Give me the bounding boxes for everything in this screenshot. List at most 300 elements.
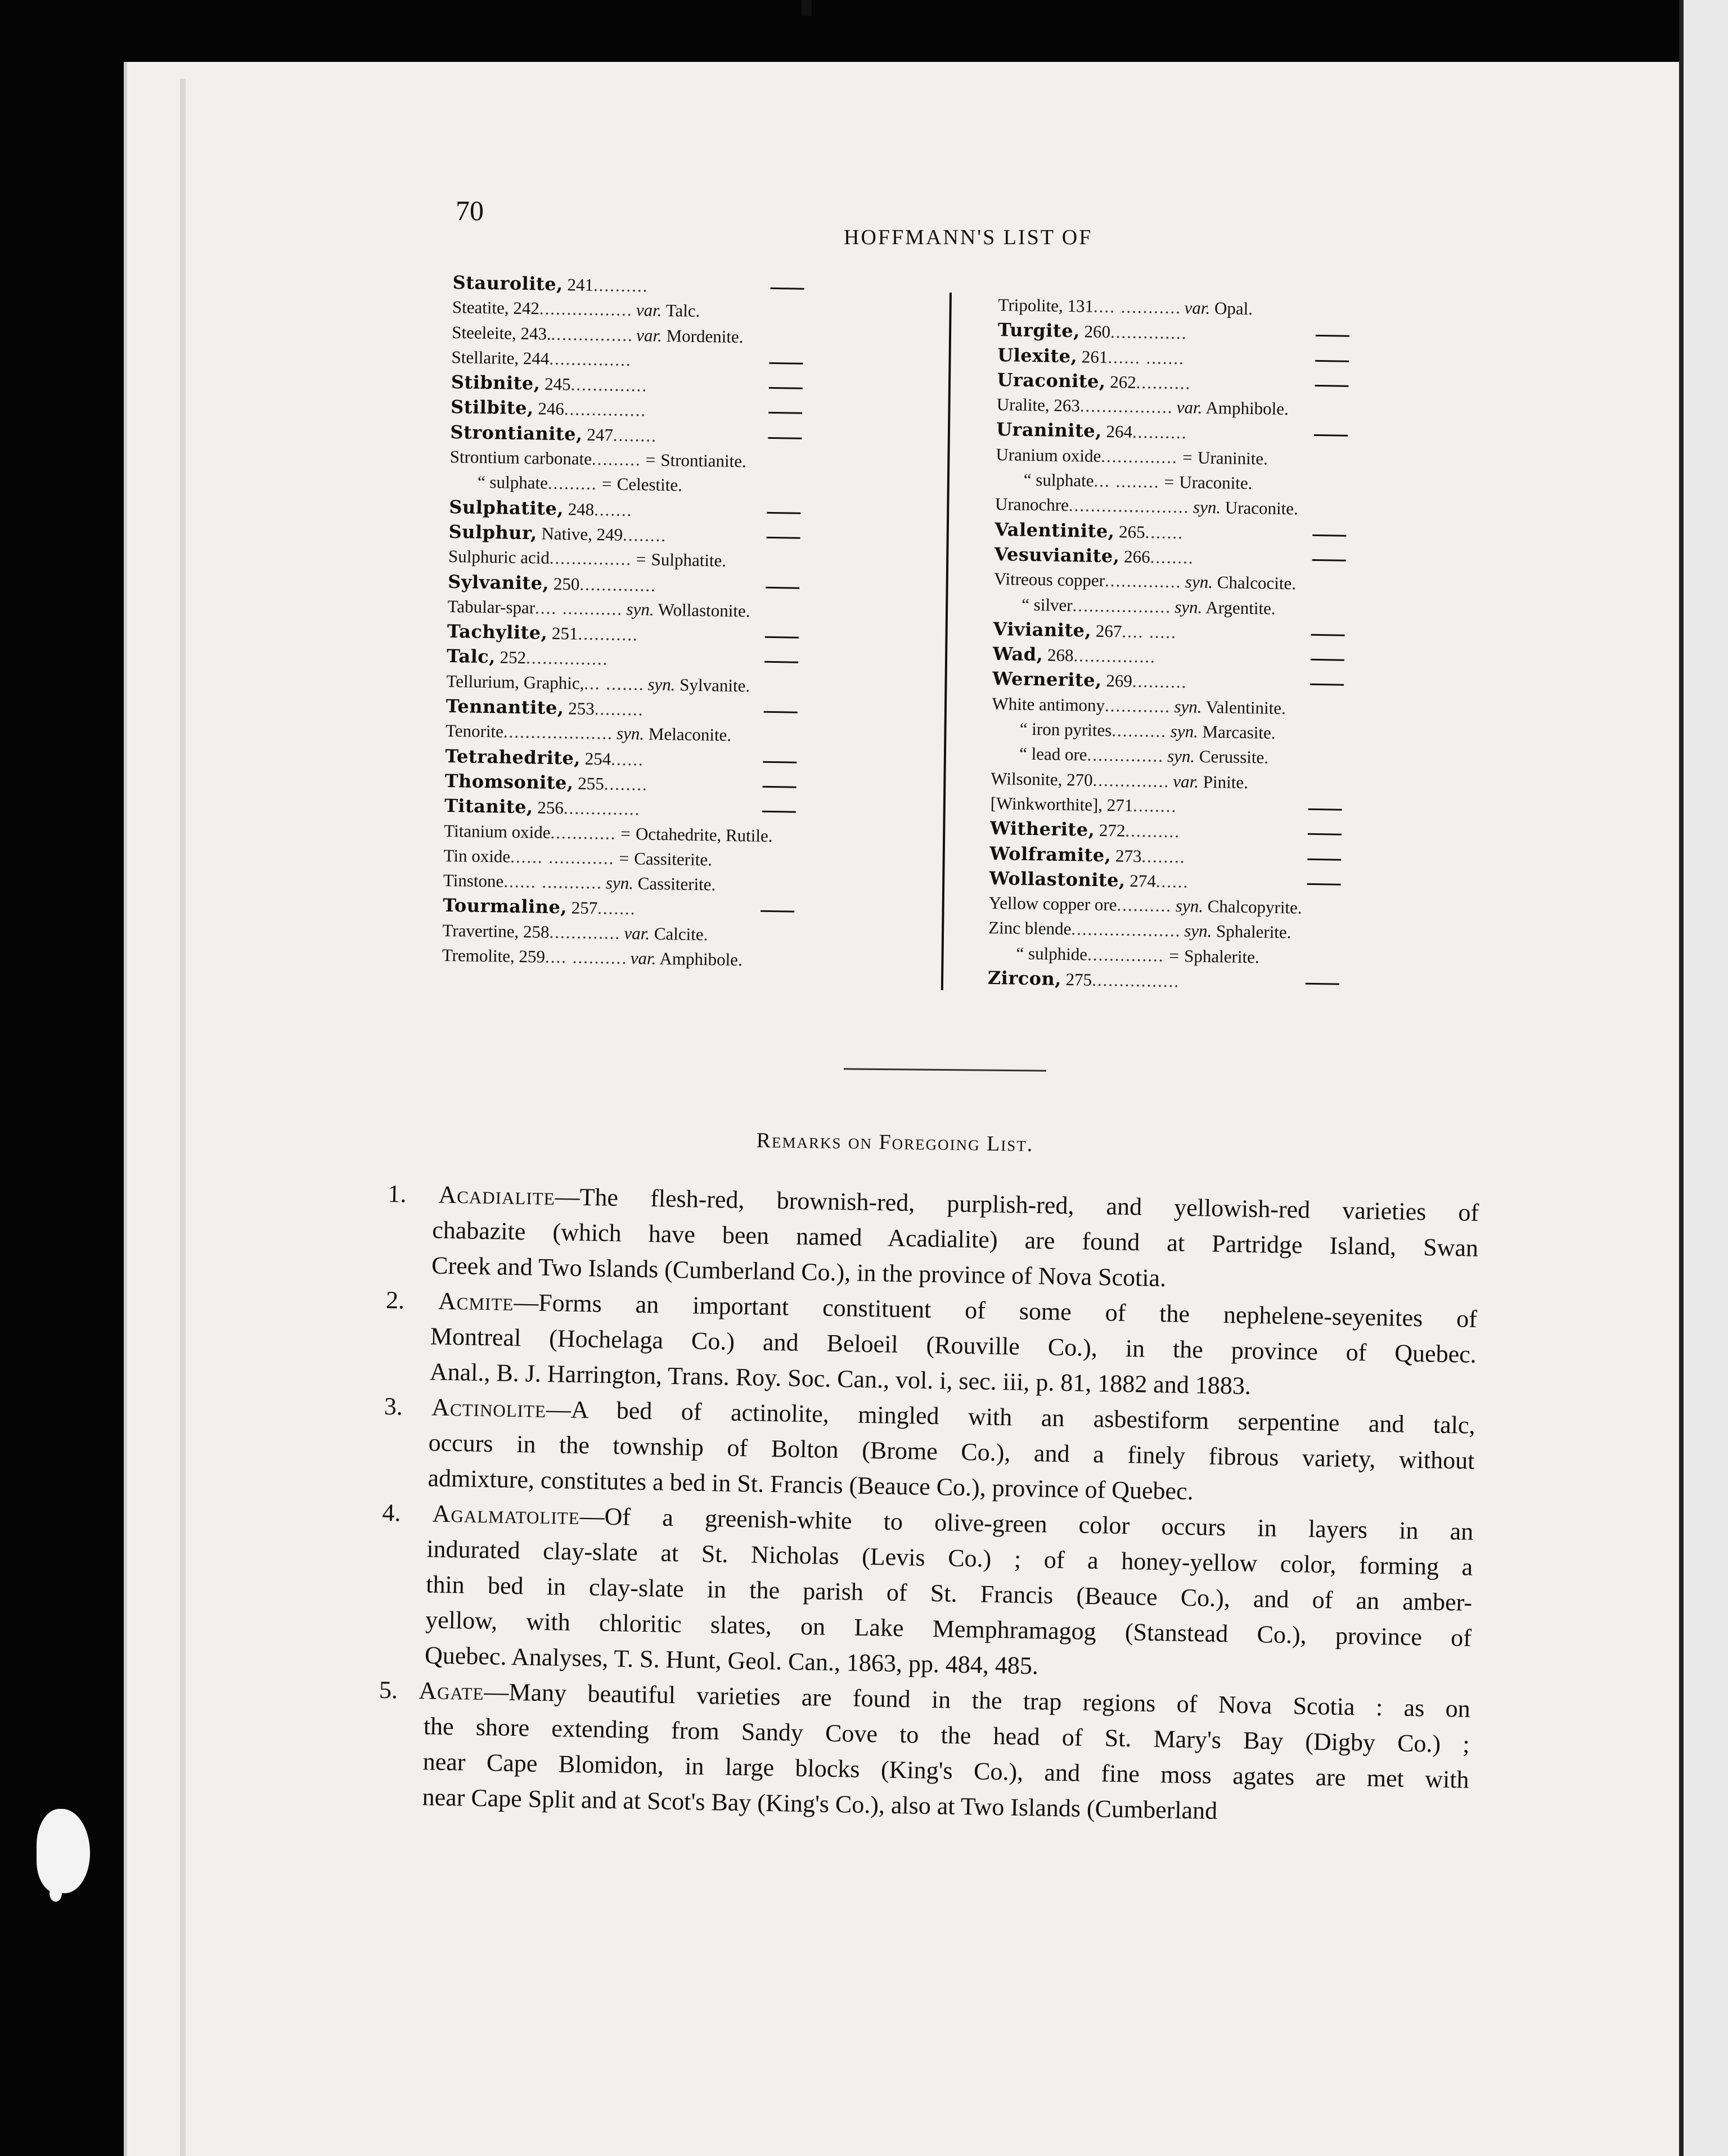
- leader-dots: .... ...........: [534, 598, 623, 619]
- leader-dots: ...............: [549, 348, 632, 370]
- entry-relation: [601, 472, 683, 498]
- relation-type: syn.: [1174, 696, 1202, 717]
- entry-name: Yellow copper ore: [988, 892, 1117, 915]
- species-dash: [767, 537, 800, 539]
- leader-dots: ..........: [1125, 820, 1181, 842]
- entry-number: 241: [567, 275, 594, 295]
- remark-text: —Forms an important constituent of some of the nephelene-seyenites of: [513, 1288, 1478, 1333]
- entry-name: Wollastonite,: [989, 867, 1126, 891]
- remark-entry: [386, 1176, 1479, 1301]
- entry-number: 246: [538, 398, 565, 419]
- entry-relation: [647, 672, 750, 698]
- entry-name: Tellurium, Graphic,: [446, 671, 584, 693]
- remark-text: Anal., B. J. Harrington, Trans. Roy. Soc. Can., vol. i, sec. iii, p. 81, 1882 and 1883.: [429, 1358, 1252, 1400]
- scan-artifact: [802, 0, 812, 16]
- leader-dots: ..........: [1112, 720, 1167, 741]
- species-dash: [1315, 385, 1348, 387]
- entry-name: Tremolite,: [442, 945, 515, 966]
- remark-text: occurs in the township of Bolton (Brome Co.), and a finely fibrous variety, without: [428, 1429, 1475, 1475]
- entry-relation: [1167, 744, 1269, 770]
- entry-relation: [635, 547, 727, 573]
- remark-term: Actinolite: [431, 1393, 547, 1423]
- entry-number: 250: [553, 573, 580, 594]
- entry-number: 273: [1115, 845, 1142, 866]
- mineral-list-right-column: [988, 293, 1437, 997]
- relation-target: Melaconite.: [648, 724, 732, 745]
- relation-target: Cassiterite.: [637, 873, 716, 895]
- entry-name: Tin oxide: [443, 845, 511, 866]
- entry-name: “ sulphate: [477, 472, 548, 493]
- entry-relation: [606, 871, 716, 897]
- scan-blot: [50, 1885, 62, 1902]
- remark-text: chabazite (which have been named Acadialite) are found at Partridge Island, Swan: [431, 1216, 1479, 1262]
- relation-type: var.: [1173, 771, 1199, 792]
- relation-target: Chalcocite.: [1217, 572, 1297, 594]
- leader-dots: .........: [594, 699, 644, 720]
- entry-number: Native, 249: [541, 523, 623, 545]
- entry-name: “ lead ore: [1019, 744, 1087, 765]
- entry-number: 269: [1106, 671, 1133, 691]
- entry-relation: [1181, 445, 1268, 471]
- leader-dots: ............: [550, 822, 616, 843]
- relation-target: Wollastonite.: [658, 599, 750, 621]
- scan-blot: [37, 1809, 90, 1893]
- remark-entry: [384, 1282, 1477, 1408]
- species-dash: [760, 910, 794, 913]
- entry-relation: [1174, 694, 1286, 721]
- relation-type: =: [1168, 945, 1180, 965]
- relation-target: Valentinite.: [1205, 697, 1286, 718]
- entry-name: Vivianite,: [993, 618, 1092, 641]
- entry-number: 272: [1099, 820, 1126, 841]
- leader-dots: .........: [591, 449, 642, 470]
- leader-dots: ......: [1155, 871, 1189, 892]
- leader-dots: .........: [547, 473, 597, 494]
- entry-name: Tripolite,: [998, 294, 1064, 316]
- entry-number: 247: [587, 424, 614, 445]
- entry-name: Titanium oxide: [444, 820, 551, 842]
- entry-number: 253: [568, 698, 595, 719]
- relation-target: Pinite.: [1203, 771, 1249, 792]
- remark-term: Agate: [418, 1677, 484, 1706]
- leader-dots: ..............: [1087, 744, 1164, 766]
- entry-relation: [1163, 470, 1252, 496]
- species-dash: [1314, 434, 1348, 437]
- relation-target: Cerussite.: [1199, 747, 1269, 767]
- leader-dots: .... ..........: [544, 946, 628, 968]
- species-dash: [1316, 335, 1349, 337]
- leader-dots: ..............: [1092, 770, 1170, 791]
- entry-number: 266: [1123, 546, 1150, 567]
- leader-dots: ........: [1133, 795, 1177, 816]
- entry-name: Tetrahedrite,: [445, 745, 581, 769]
- relation-target: Sphalerite.: [1184, 946, 1259, 967]
- relation-target: Marcasite.: [1202, 721, 1276, 743]
- leader-dots: ...............: [564, 399, 647, 420]
- entry-number: 263: [1054, 395, 1081, 416]
- leader-dots: ...........: [578, 623, 639, 645]
- page-number: 70: [456, 195, 484, 226]
- entry-name: Zircon,: [987, 967, 1062, 990]
- entry-name: Staurolite,: [452, 271, 564, 295]
- entry-relation: [1185, 570, 1297, 596]
- entry-name: Sulphur,: [448, 520, 538, 544]
- entry-relation: [624, 921, 708, 947]
- relation-type: var.: [636, 300, 662, 321]
- relation-type: var.: [1184, 298, 1210, 318]
- entry-relation: [1184, 295, 1253, 321]
- species-dash: [1308, 809, 1342, 811]
- entry-number: 271: [1106, 795, 1133, 815]
- relation-type: syn.: [1184, 920, 1212, 941]
- adjacent-page-edge: [1679, 0, 1728, 2156]
- relation-type: =: [1163, 471, 1175, 492]
- entry-name: Witherite,: [989, 818, 1095, 841]
- entry-name: Sylvanite,: [448, 571, 550, 594]
- remark-entry: [382, 1389, 1475, 1514]
- leader-dots: ..............: [1087, 944, 1164, 965]
- entry-name: “ sulphate: [1023, 469, 1094, 491]
- species-dash: [762, 811, 796, 813]
- remark-number: 4.: [382, 1498, 401, 1527]
- relation-target: Sylvanite.: [680, 675, 750, 696]
- relation-target: Uraconite.: [1225, 497, 1299, 519]
- relation-target: Calcite.: [654, 923, 708, 944]
- leader-dots: .............: [549, 922, 621, 943]
- leader-dots: ......................: [1068, 495, 1190, 517]
- leader-dots: .......: [597, 898, 636, 919]
- mineral-list-left-column: [442, 270, 931, 976]
- entry-number: 257: [571, 897, 598, 918]
- leader-dots: .... ...........: [1093, 296, 1182, 318]
- remark-number: 3.: [384, 1392, 403, 1421]
- relation-type: syn.: [1174, 596, 1203, 617]
- entry-name: “ iron pyrites: [1019, 718, 1112, 740]
- entry-relation: [1173, 769, 1248, 795]
- entry-name: Talc,: [446, 645, 496, 668]
- leader-dots: .................: [1079, 396, 1173, 417]
- entry-number: 264: [1106, 421, 1133, 442]
- relation-type: syn.: [616, 724, 645, 744]
- entry-number: 270: [1066, 769, 1093, 790]
- relation-type: =: [619, 823, 632, 843]
- remark-text: thin bed in clay-slate in the parish of St. Francis (Beauce Co.), and of an amber-: [425, 1570, 1473, 1616]
- entry-number: 243.: [520, 323, 552, 344]
- leader-dots: ..........: [1132, 671, 1187, 692]
- relation-target: Opal.: [1214, 298, 1253, 319]
- remark-text: —Many beautiful varieties are found in the trap regions of Nova Scotia : as on: [484, 1678, 1471, 1723]
- leader-dots: ...............: [525, 648, 609, 669]
- leader-dots: ........: [604, 774, 649, 794]
- relation-type: var.: [1176, 397, 1203, 417]
- remark-term: Acmite: [438, 1287, 514, 1316]
- entry-name: Wernerite,: [992, 668, 1102, 691]
- entry-number: 131: [1067, 295, 1094, 316]
- leader-dots: ..........: [1136, 372, 1191, 393]
- entry-name: Tennantite,: [446, 695, 564, 719]
- entry-name: Tenorite: [445, 721, 504, 742]
- entry-name: Uraninite,: [996, 419, 1102, 442]
- entry-name: Uraconite,: [997, 369, 1106, 392]
- species-dash: [1306, 983, 1339, 985]
- entry-name: Strontianite,: [450, 421, 583, 445]
- leader-dots: .......: [1145, 522, 1184, 542]
- entry-name: Stibnite,: [451, 371, 541, 394]
- entry-name: Titanite,: [444, 795, 534, 818]
- remark-entry: [380, 1495, 1474, 1691]
- leader-dots: ... .......: [584, 673, 645, 694]
- species-dash: [769, 387, 803, 389]
- entry-relation: [1174, 595, 1276, 621]
- remark-text: —A bed of actinolite, mingled with an asbestiform serpentine and talc,: [546, 1395, 1476, 1439]
- relation-target: Amphibole.: [1205, 398, 1289, 419]
- leader-dots: ...............: [551, 324, 634, 345]
- species-dash: [1312, 534, 1346, 536]
- leader-dots: ...............: [549, 548, 632, 569]
- species-dash: [767, 511, 800, 514]
- relation-target: Celestite.: [616, 474, 683, 495]
- relation-target: Amphibole.: [659, 948, 743, 970]
- entry-name: Steatite,: [452, 297, 509, 318]
- entry-name: Stellarite,: [451, 347, 519, 368]
- relation-target: Strontianite.: [660, 450, 747, 471]
- leader-dots: ..............: [1101, 446, 1178, 467]
- relation-target: Sphalerite.: [1216, 921, 1292, 942]
- leader-dots: ...... .......: [1108, 347, 1185, 368]
- entry-name: Tourmaline,: [442, 895, 568, 918]
- entry-relation: [644, 447, 746, 474]
- species-dash: [1311, 634, 1344, 636]
- remarks-section: [377, 1176, 1479, 1833]
- relation-target: Chalcopyrite.: [1207, 896, 1302, 918]
- relation-type: =: [618, 848, 630, 868]
- species-dash: [1312, 559, 1346, 562]
- species-dash: [763, 786, 796, 788]
- entry-number: 256: [537, 797, 564, 818]
- entry-number: 248: [568, 498, 595, 519]
- leader-dots: ....................: [1071, 919, 1181, 941]
- entry-number: 259: [519, 946, 546, 967]
- entry-name: “ silver: [1022, 594, 1073, 615]
- entry-relation: [1168, 944, 1259, 970]
- entry-relation: [1176, 395, 1289, 421]
- entry-name: Tabular-spar: [447, 596, 536, 618]
- running-head: HOFFMANN'S LIST OF: [844, 226, 1093, 249]
- entry-name: Uralite,: [996, 394, 1050, 415]
- relation-type: syn.: [1192, 497, 1221, 518]
- entry-name: Vesuvianite,: [994, 543, 1120, 567]
- entry-name: Ulexite,: [997, 344, 1078, 367]
- entry-relation: [616, 721, 732, 748]
- species-dash: [763, 761, 796, 763]
- leader-dots: ..............: [579, 574, 657, 595]
- leader-dots: ........: [622, 524, 667, 545]
- relation-type: syn.: [626, 599, 654, 619]
- entry-number: 244: [523, 348, 550, 369]
- relation-target: Mordenite.: [666, 325, 744, 347]
- leader-dots: ..........: [1132, 422, 1187, 443]
- relation-type: var.: [630, 948, 656, 968]
- relation-target: Cassiterite.: [634, 848, 713, 870]
- entry-name: Uranochre: [994, 494, 1069, 515]
- entry-name: Valentinite,: [994, 518, 1115, 542]
- leader-dots: ............: [1104, 695, 1171, 716]
- remark-text: Montreal (Hochelaga Co.) and Beloeil (Rouville Co.), in the province of Quebec.: [430, 1322, 1477, 1368]
- leader-dots: ........: [1141, 846, 1186, 866]
- page-fold: [180, 79, 186, 2156]
- relation-type: syn.: [605, 873, 634, 893]
- species-dash: [768, 412, 802, 414]
- relation-type: syn.: [1170, 721, 1199, 742]
- remark-number: 1.: [388, 1179, 407, 1208]
- relation-target: Argentite.: [1205, 597, 1276, 618]
- entry-number: 254: [584, 748, 611, 769]
- entry-name: Sulphuric acid: [448, 546, 550, 568]
- species-dash: [771, 288, 804, 290]
- leader-dots: .......: [593, 499, 633, 520]
- species-dash: [765, 636, 799, 639]
- entry-name: Uranium oxide: [996, 444, 1101, 466]
- entry-number: 268: [1047, 645, 1074, 666]
- entry-number: 251: [551, 623, 578, 644]
- entry-relation: [619, 821, 773, 848]
- entry-number: 252: [500, 647, 526, 668]
- species-dash: [768, 437, 802, 439]
- entry-name: “ sulphide: [1016, 943, 1088, 964]
- leader-dots: ........: [613, 425, 658, 446]
- leader-dots: ................: [1091, 969, 1180, 991]
- leader-dots: ... ........: [1094, 470, 1160, 492]
- relation-target: Talc.: [665, 300, 700, 321]
- leader-dots: ..........: [593, 275, 649, 296]
- leader-dots: ..............: [570, 374, 648, 396]
- remark-number: 5.: [379, 1676, 398, 1704]
- leader-dots: .................: [539, 298, 633, 320]
- entry-number: 265: [1118, 522, 1145, 542]
- species-dash: [764, 661, 798, 663]
- entry-name: Strontium carbonate: [449, 447, 592, 469]
- remark-number: 2.: [385, 1286, 405, 1314]
- species-dash: [1310, 684, 1344, 686]
- entry-name: Steeleite,: [451, 322, 517, 343]
- entry-number: 267: [1095, 621, 1122, 641]
- relation-type: syn.: [647, 674, 676, 695]
- entry-number: 275: [1065, 969, 1092, 990]
- entry-name: Wilsonite,: [991, 768, 1063, 789]
- species-dash: [766, 586, 799, 589]
- relation-type: syn.: [1175, 896, 1204, 916]
- leader-dots: ....................: [503, 721, 614, 743]
- remark-term: Agalmatolite: [432, 1499, 580, 1530]
- leader-dots: ...... ...........: [503, 871, 603, 893]
- relation-target: Uraninite.: [1197, 447, 1268, 469]
- remark-text: the shore extending from Sandy Cove to the head of St. Mary's Bay (Digby Co.) ;: [423, 1712, 1470, 1758]
- leader-dots: ...... ............: [510, 846, 615, 868]
- species-dash: [1311, 659, 1344, 661]
- remarks-title: Remarks on Foregoing List.: [756, 1128, 1034, 1156]
- remark-text: —Of a greenish-white to olive-green color occurs in layers in an: [579, 1502, 1474, 1546]
- leader-dots: ........: [1150, 547, 1194, 568]
- entry-number: 255: [578, 773, 605, 794]
- entry-name: Wolframite,: [989, 842, 1112, 866]
- entry-relation: [1170, 719, 1275, 745]
- relation-target: Sulphatite.: [651, 549, 727, 571]
- species-dash: [764, 711, 798, 713]
- entry-number: 242: [513, 298, 540, 318]
- entry-name: Thomsonite,: [444, 770, 574, 794]
- remark-text: indurated clay-slate at St. Nicholas (Levis Co.) ; of a honey-yellow color, forming a: [426, 1535, 1473, 1581]
- species-dash: [769, 362, 803, 365]
- entry-number: 245: [544, 374, 571, 394]
- entry-relation: [630, 946, 742, 972]
- species-dash: [1307, 858, 1341, 860]
- leader-dots: .... .....: [1122, 621, 1177, 642]
- leader-dots: ......: [611, 749, 645, 770]
- entry-relation: [626, 597, 750, 624]
- entry-number: 261: [1081, 346, 1108, 367]
- remark-text: —The flesh-red, brownish-red, purplish-red, and yellowish-red varieties of: [555, 1183, 1479, 1227]
- relation-type: syn.: [1185, 572, 1213, 592]
- remark-text: Quebec. Analyses, T. S. Hunt, Geol. Can., 1863, pp. 484, 485.: [424, 1641, 1039, 1680]
- relation-type: var.: [624, 923, 650, 944]
- entry-name: Turgite,: [997, 319, 1081, 342]
- entry-relation: [618, 846, 712, 873]
- relation-type: =: [600, 474, 613, 494]
- relation-type: =: [634, 549, 647, 569]
- entry-name: [Winkworthite],: [990, 793, 1103, 815]
- entry-name: Tachylite,: [447, 621, 548, 644]
- remark-text: near Cape Split and at Scot's Bay (King's Co.), also at Two Islands (Cumberland: [422, 1783, 1218, 1825]
- entry-name: Zinc blende: [988, 918, 1072, 939]
- entry-relation: [636, 323, 744, 349]
- relation-target: Uraconite.: [1179, 472, 1253, 493]
- entry-number: 258: [523, 921, 550, 942]
- relation-type: syn.: [1167, 746, 1195, 766]
- remark-text: yellow, with chloritic slates, on Lake Memphramagog (Stanstead Co.), province of: [425, 1606, 1472, 1652]
- remark-term: Acadialite: [438, 1180, 556, 1211]
- species-dash: [1307, 883, 1341, 886]
- leader-dots: ..........: [1117, 895, 1172, 916]
- remark-text: Creek and Two Islands (Cumberland Co.), in the province of Nova Scotia.: [431, 1251, 1167, 1292]
- relation-type: =: [1181, 447, 1194, 468]
- entry-number: 260: [1084, 321, 1111, 342]
- entry-number: 274: [1130, 870, 1156, 891]
- leader-dots: ..............: [1104, 571, 1182, 592]
- entry-name: Stilbite,: [450, 396, 534, 419]
- relation-type: =: [644, 450, 656, 470]
- entry-relation: [636, 298, 700, 324]
- entry-name: Vitreous copper: [993, 569, 1105, 591]
- entry-name: Sulphatite,: [449, 496, 564, 519]
- entry-relation: [1184, 919, 1292, 945]
- leader-dots: ...............: [1073, 645, 1156, 667]
- leader-dots: ..............: [1110, 322, 1187, 343]
- entry-relation: [1176, 893, 1302, 920]
- species-dash: [1308, 833, 1342, 836]
- entry-relation: [1193, 495, 1298, 522]
- entry-name: Tinstone: [443, 870, 504, 891]
- relation-type: var.: [636, 325, 663, 345]
- entry-name: Wad,: [992, 643, 1043, 666]
- entry-number: 262: [1110, 372, 1137, 392]
- remark-text: admixture, constitutes a bed in St. Francis (Beauce Co.), province of Quebec.: [428, 1464, 1194, 1506]
- entry-name: White antimony: [992, 693, 1105, 715]
- remark-entry: [377, 1672, 1470, 1833]
- leader-dots: ..................: [1072, 595, 1172, 617]
- relation-target: Octahedrite, Rutile.: [635, 823, 773, 846]
- leader-dots: ..............: [563, 798, 641, 819]
- entry-name: Travertine,: [442, 920, 519, 941]
